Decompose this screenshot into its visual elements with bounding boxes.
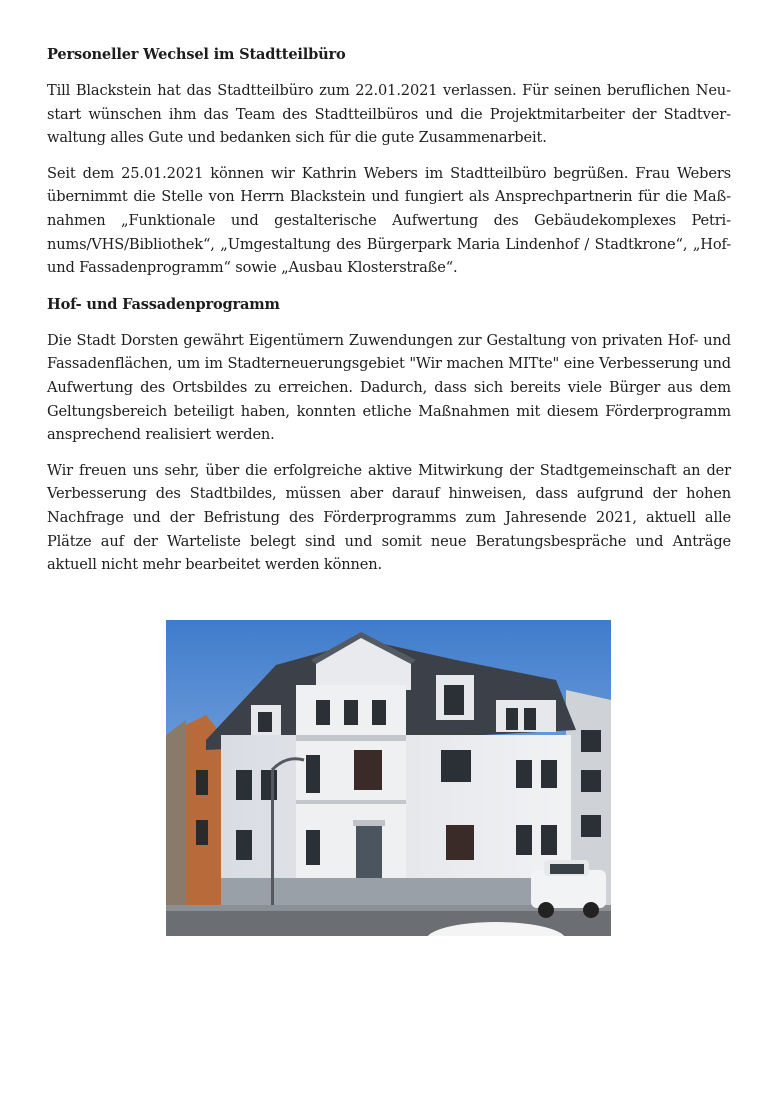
building-illustration bbox=[166, 620, 611, 936]
paragraph-waitlist-notice: Wir freuen uns sehr, über die erfolgreiche aktive Mitwirkung der Stadtgemeinschaft an der Verbesserung des Stadtbildes, müssen aber darauf hinweisen, dass aufgrund der hohen Nachfrage und der Befristung des Förderprogramms zum Jahresende 2021, aktuell alle Plätze auf der Warteliste belegt sind und somit neue Beratungsbespräche und Anträge aktuell nicht mehr bearbeitet werden können. bbox=[47, 461, 731, 574]
building-photo bbox=[166, 620, 611, 936]
section-heading-personnel-change: Personeller Wechsel im Stadtteilbüro bbox=[47, 46, 346, 63]
paragraph-farewell: Till Blackstein hat das Stadtteilbüro zum 22.01.2021 verlassen. Für seinen beruflichen Neustart wünschen ihm das Team des Stadtteilbüros und die Projektmitarbeiter der Stadtverwaltung alles Gute und bedanken sich für die gute Zusammenarbeit. bbox=[47, 82, 731, 147]
section-heading-facade-program: Hof- und Fassadenprogramm bbox=[47, 295, 280, 313]
paragraph-program-description: Die Stadt Dorsten gewährt Eigentümern Zuwendungen zur Gestaltung von privaten Hof- und Fassadenflächen, um im Stadterneuerungsgebiet "Wir machen MITte" eine Verbesserung und Aufwertung des Ortsbildes zu erreichen. Dadurch, dass sich bereits viele Bürger aus dem Geltungsbereich beteiligt haben, konnten etliche Maßnahmen mit diesem Förderprogramm ansprechend realisiert werden. bbox=[47, 331, 731, 444]
paragraph-welcome: Seit dem 25.01.2021 können wir Kathrin Webers im Stadtteilbüro begrüßen. Frau Webers übernimmt die Stelle von Herrn Blackstein und fungiert als Ansprechpartnerin für die Maßnahmen „Funktionale und gestalterische Aufwertung des Gebäudekomplexes Petrinums/VHS/Bibliothek“, „Umgestaltung des Bürgerpark Maria Lindenhof / Stadtkrone“, „Hof- und Fassadenprogramm“ sowie „Ausbau Klosterstraße“. bbox=[47, 164, 731, 277]
document-body bbox=[47, 44, 731, 577]
